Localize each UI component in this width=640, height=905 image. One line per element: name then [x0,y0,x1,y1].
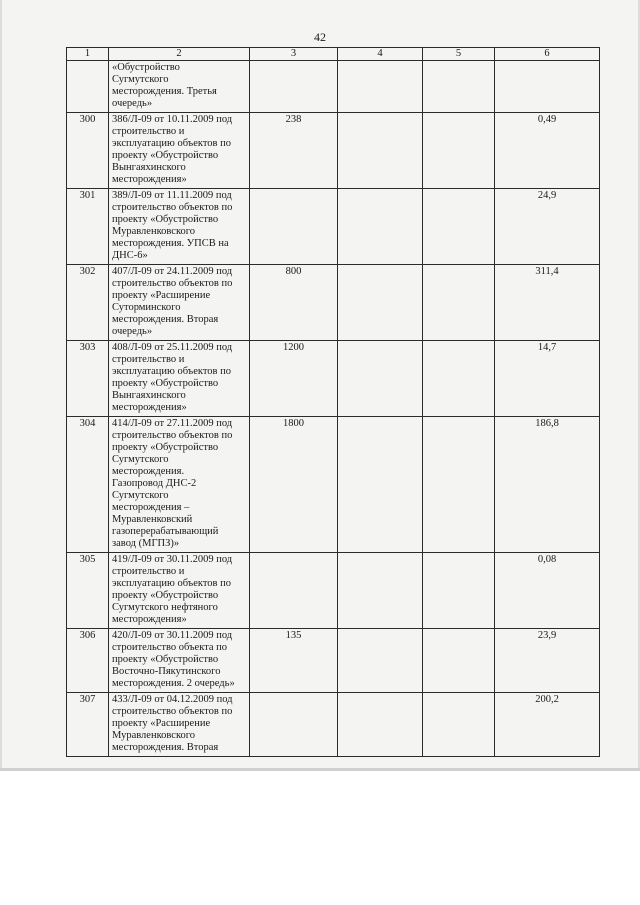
row-value-col5 [423,341,495,417]
row-value-col3: 1200 [250,341,338,417]
row-value-col4 [338,417,423,553]
row-value-col4 [338,189,423,265]
table-row [67,553,600,629]
land-lease-table [66,47,600,757]
row-value-col5 [423,629,495,693]
row-number: 301 [67,189,109,265]
row-value-col4 [338,629,423,693]
table-row [67,189,600,265]
row-description: 386/Л-09 от 10.11.2009 под строительство и эксплуатацию объектов по проекту «Обустройство Вынгаяхинского месторождения» [109,113,250,189]
row-description: 414/Л-09 от 27.11.2009 под строительство объектов по проекту «Обустройство Сугмутского месторождения. Газопровод ДНС-2 Сугмутского месторождения – Муравленковский газоперерабатывающий завод (МГПЗ)» [109,417,250,553]
row-value-col6: 186,8 [495,417,600,553]
row-value-col3: 800 [250,265,338,341]
row-description: 389/Л-09 от 11.11.2009 под строительство объектов по проекту «Обустройство Муравленковского месторождения. УПСВ на ДНС-6» [109,189,250,265]
row-number: 303 [67,341,109,417]
column-header: 1 [67,48,109,61]
column-header: 4 [338,48,423,61]
column-header: 2 [109,48,250,61]
row-value-col3: 238 [250,113,338,189]
table-row [67,629,600,693]
row-description: «Обустройство Сугмутского месторождения. Третья очередь» [109,61,250,113]
row-description: 419/Л-09 от 30.11.2009 под строительство и эксплуатацию объектов по проекту «Обустройство Сугмутского нефтяного месторождения» [109,553,250,629]
table-row [67,61,600,113]
row-value-col3 [250,189,338,265]
page-number: 42 [314,30,326,44]
column-header: 5 [423,48,495,61]
row-value-col3 [250,693,338,757]
row-number: 302 [67,265,109,341]
row-value-col5 [423,693,495,757]
row-value-col6: 0,49 [495,113,600,189]
row-number: 306 [67,629,109,693]
row-value-col5 [423,61,495,113]
row-number: 305 [67,553,109,629]
row-value-col6: 311,4 [495,265,600,341]
row-value-col4 [338,341,423,417]
row-value-col6 [495,61,600,113]
row-value-col5 [423,417,495,553]
row-value-col6: 14,7 [495,341,600,417]
row-number: 307 [67,693,109,757]
row-description: 408/Л-09 от 25.11.2009 под строительство и эксплуатацию объектов по проекту «Обустройство Вынгаяхинского месторождения» [109,341,250,417]
row-value-col4 [338,61,423,113]
row-value-col4 [338,113,423,189]
table-row [67,113,600,189]
row-value-col5 [423,113,495,189]
row-value-col3: 1800 [250,417,338,553]
row-number: 300 [67,113,109,189]
row-value-col5 [423,265,495,341]
row-value-col3 [250,553,338,629]
column-header: 3 [250,48,338,61]
table-row [67,341,600,417]
row-description: 433/Л-09 от 04.12.2009 под строительство объектов по проекту «Расширение Муравленковского месторождения. Вторая [109,693,250,757]
row-value-col4 [338,553,423,629]
row-value-col3: 135 [250,629,338,693]
row-value-col5 [423,553,495,629]
table-row [67,265,600,341]
row-description: 407/Л-09 от 24.11.2009 под строительство объектов по проекту «Расширение Суторминского месторождения. Вторая очередь» [109,265,250,341]
row-value-col4 [338,265,423,341]
row-value-col4 [338,693,423,757]
row-value-col5 [423,189,495,265]
row-value-col6: 24,9 [495,189,600,265]
row-number [67,61,109,113]
row-value-col6: 23,9 [495,629,600,693]
row-description: 420/Л-09 от 30.11.2009 под строительство объекта по проекту «Обустройство Восточно-Пякутинского месторождения. 2 очередь» [109,629,250,693]
row-value-col6: 200,2 [495,693,600,757]
table-row [67,693,600,757]
row-value-col3 [250,61,338,113]
row-number: 304 [67,417,109,553]
row-value-col6: 0,08 [495,553,600,629]
table-row [67,417,600,553]
table-header-row [67,48,600,61]
column-header: 6 [495,48,600,61]
